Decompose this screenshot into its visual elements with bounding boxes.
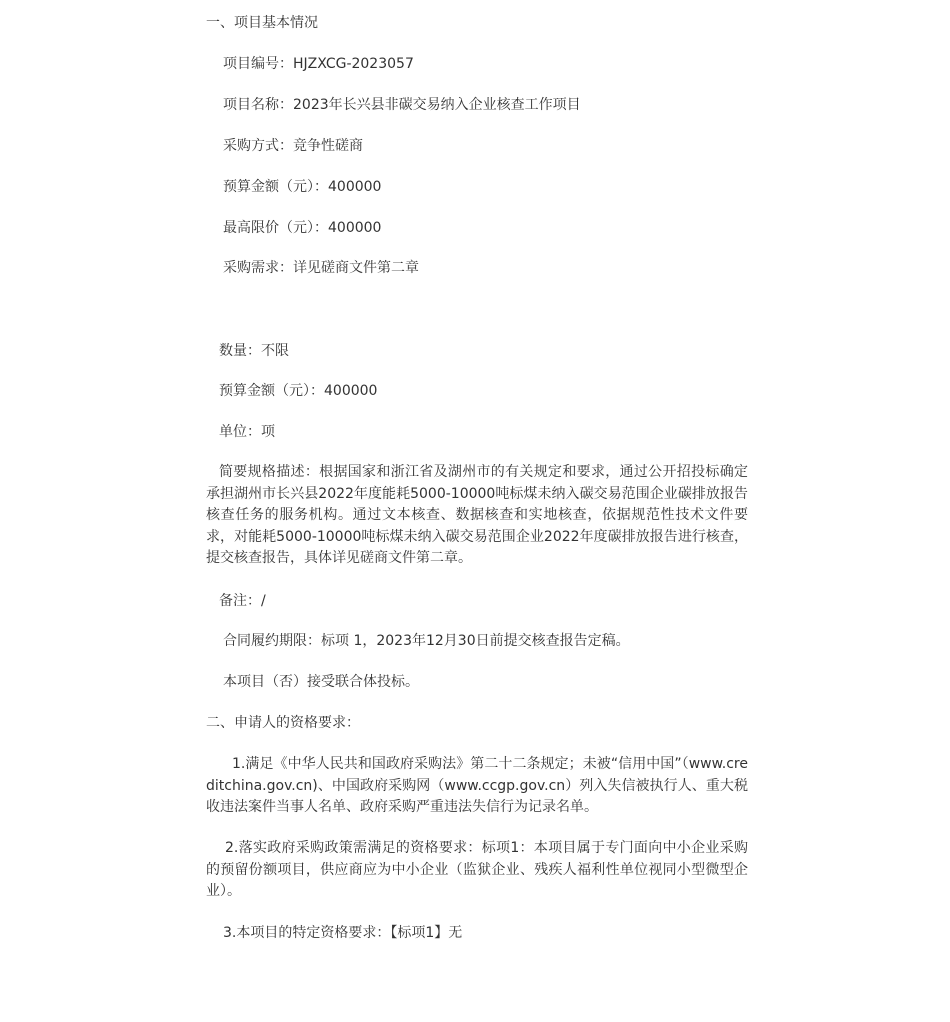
- lot-budget: 预算金额（元）：400000: [219, 383, 378, 399]
- lot-quantity: 数量：不限: [219, 343, 289, 359]
- qualification-requirement-2: 2.落实政府采购政策需满足的资格要求：标项1：本项目属于专门面向中小企业采购的预留份额项目，供应商应为中小企业（监狱企业、残疾人福利性单位视同小型微型企业）。: [206, 840, 748, 899]
- procurement-method: 采购方式：竞争性磋商: [223, 138, 363, 154]
- contract-period: 合同履约期限：标项 1，2023年12月30日前提交核查报告定稿。: [223, 633, 630, 649]
- procurement-demand: 采购需求：详见磋商文件第二章: [223, 260, 419, 276]
- consortium-statement: 本项目（否）接受联合体投标。: [223, 674, 419, 690]
- section2-heading: 二、申请人的资格要求：: [206, 715, 360, 731]
- max-price: 最高限价（元）：400000: [223, 220, 382, 236]
- project-name: 项目名称：2023年长兴县非碳交易纳入企业核查工作项目: [223, 97, 581, 113]
- qualification-requirement-3: 3.本项目的特定资格要求：【标项1】无: [223, 925, 463, 941]
- budget-amount: 预算金额（元）：400000: [223, 179, 382, 195]
- lot-remark: 备注：/: [219, 593, 266, 609]
- lot-unit: 单位：项: [219, 424, 275, 440]
- project-number: 项目编号：HJZXCG-2023057: [223, 56, 414, 72]
- qualification-requirement-1: 1.满足《中华人民共和国政府采购法》第二十二条规定；未被“信用中国”（www.creditchina.gov.cn)、中国政府采购网（www.ccgp.gov.cn）列入失信被执行人、重大税收违法案件当事人名单、政府采购严重违法失信行为记录名单。: [206, 756, 748, 815]
- section1-heading: 一、项目基本情况: [206, 15, 318, 31]
- lot-spec-description: 简要规格描述：根据国家和浙江省及湖州市的有关规定和要求，通过公开招投标确定承担湖州市长兴县2022年度能耗5000-10000吨标煤未纳入碳交易范围企业碳排放报告核查任务的服务机构。通过文本核查、数据核查和实地核查，依据规范性技术文件要求，对能耗5000-10000吨标煤未纳入碳交易范围企业2022年度碳排放报告进行核查，提交核查报告，具体详见磋商文件第二章。: [206, 464, 748, 566]
